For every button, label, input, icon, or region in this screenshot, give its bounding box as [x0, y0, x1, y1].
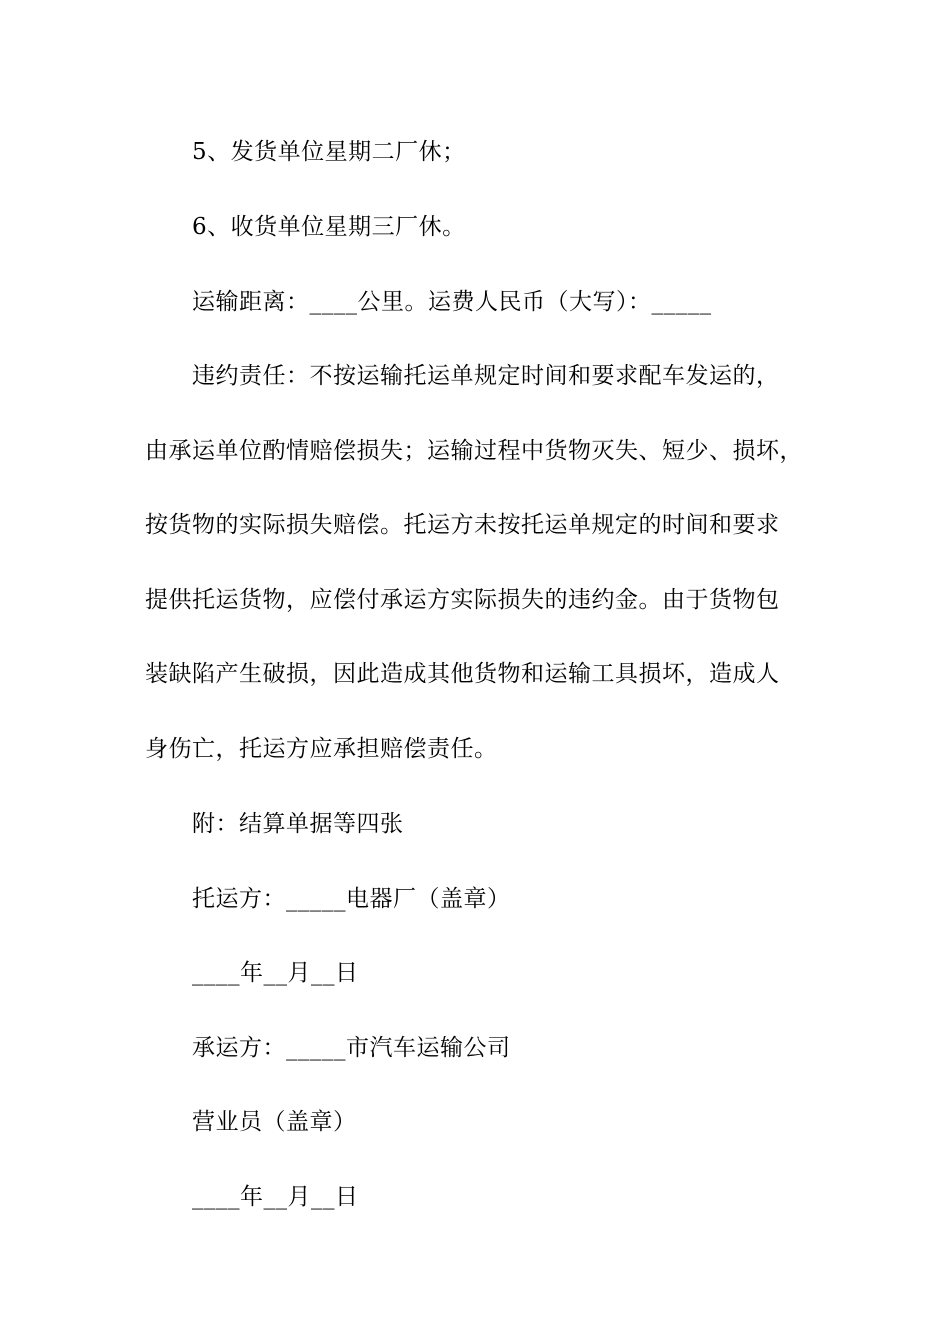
shipper-line: 托运方：_____电器厂（盖章） — [192, 886, 511, 912]
clause-6-line: 6、收货单位星期三厂休。 — [192, 214, 466, 240]
clerk-seal-line: 营业员（盖章） — [192, 1109, 357, 1135]
liability-paragraph-line-5: 装缺陷产生破损，因此造成其他货物和运输工具损坏，造成人 — [145, 661, 780, 687]
attachment-line: 附：结算单据等四张 — [192, 811, 404, 837]
liability-paragraph-line-6: 身伤亡，托运方应承担赔偿责任。 — [145, 736, 498, 762]
carrier-line: 承运方：_____市汽车运输公司 — [192, 1035, 511, 1061]
distance-fee-line: 运输距离：____公里。运费人民币（大写）：_____ — [192, 289, 712, 315]
clause-5-line: 5、发货单位星期二厂休； — [192, 139, 466, 165]
shipper-date-line: ____年__月__日 — [192, 960, 359, 986]
liability-paragraph-line-3: 按货物的实际损失赔偿。托运方未按托运单规定的时间和要求 — [145, 512, 780, 538]
carrier-date-line: ____年__月__日 — [192, 1184, 359, 1210]
liability-paragraph-line-4: 提供托运货物，应偿付承运方实际损失的违约金。由于货物包 — [145, 587, 780, 613]
liability-paragraph-line-1: 违约责任：不按运输托运单规定时间和要求配车发运的， — [192, 363, 780, 389]
liability-paragraph-line-2: 由承运单位酌情赔偿损失；运输过程中货物灭失、短少、损坏， — [145, 438, 803, 464]
